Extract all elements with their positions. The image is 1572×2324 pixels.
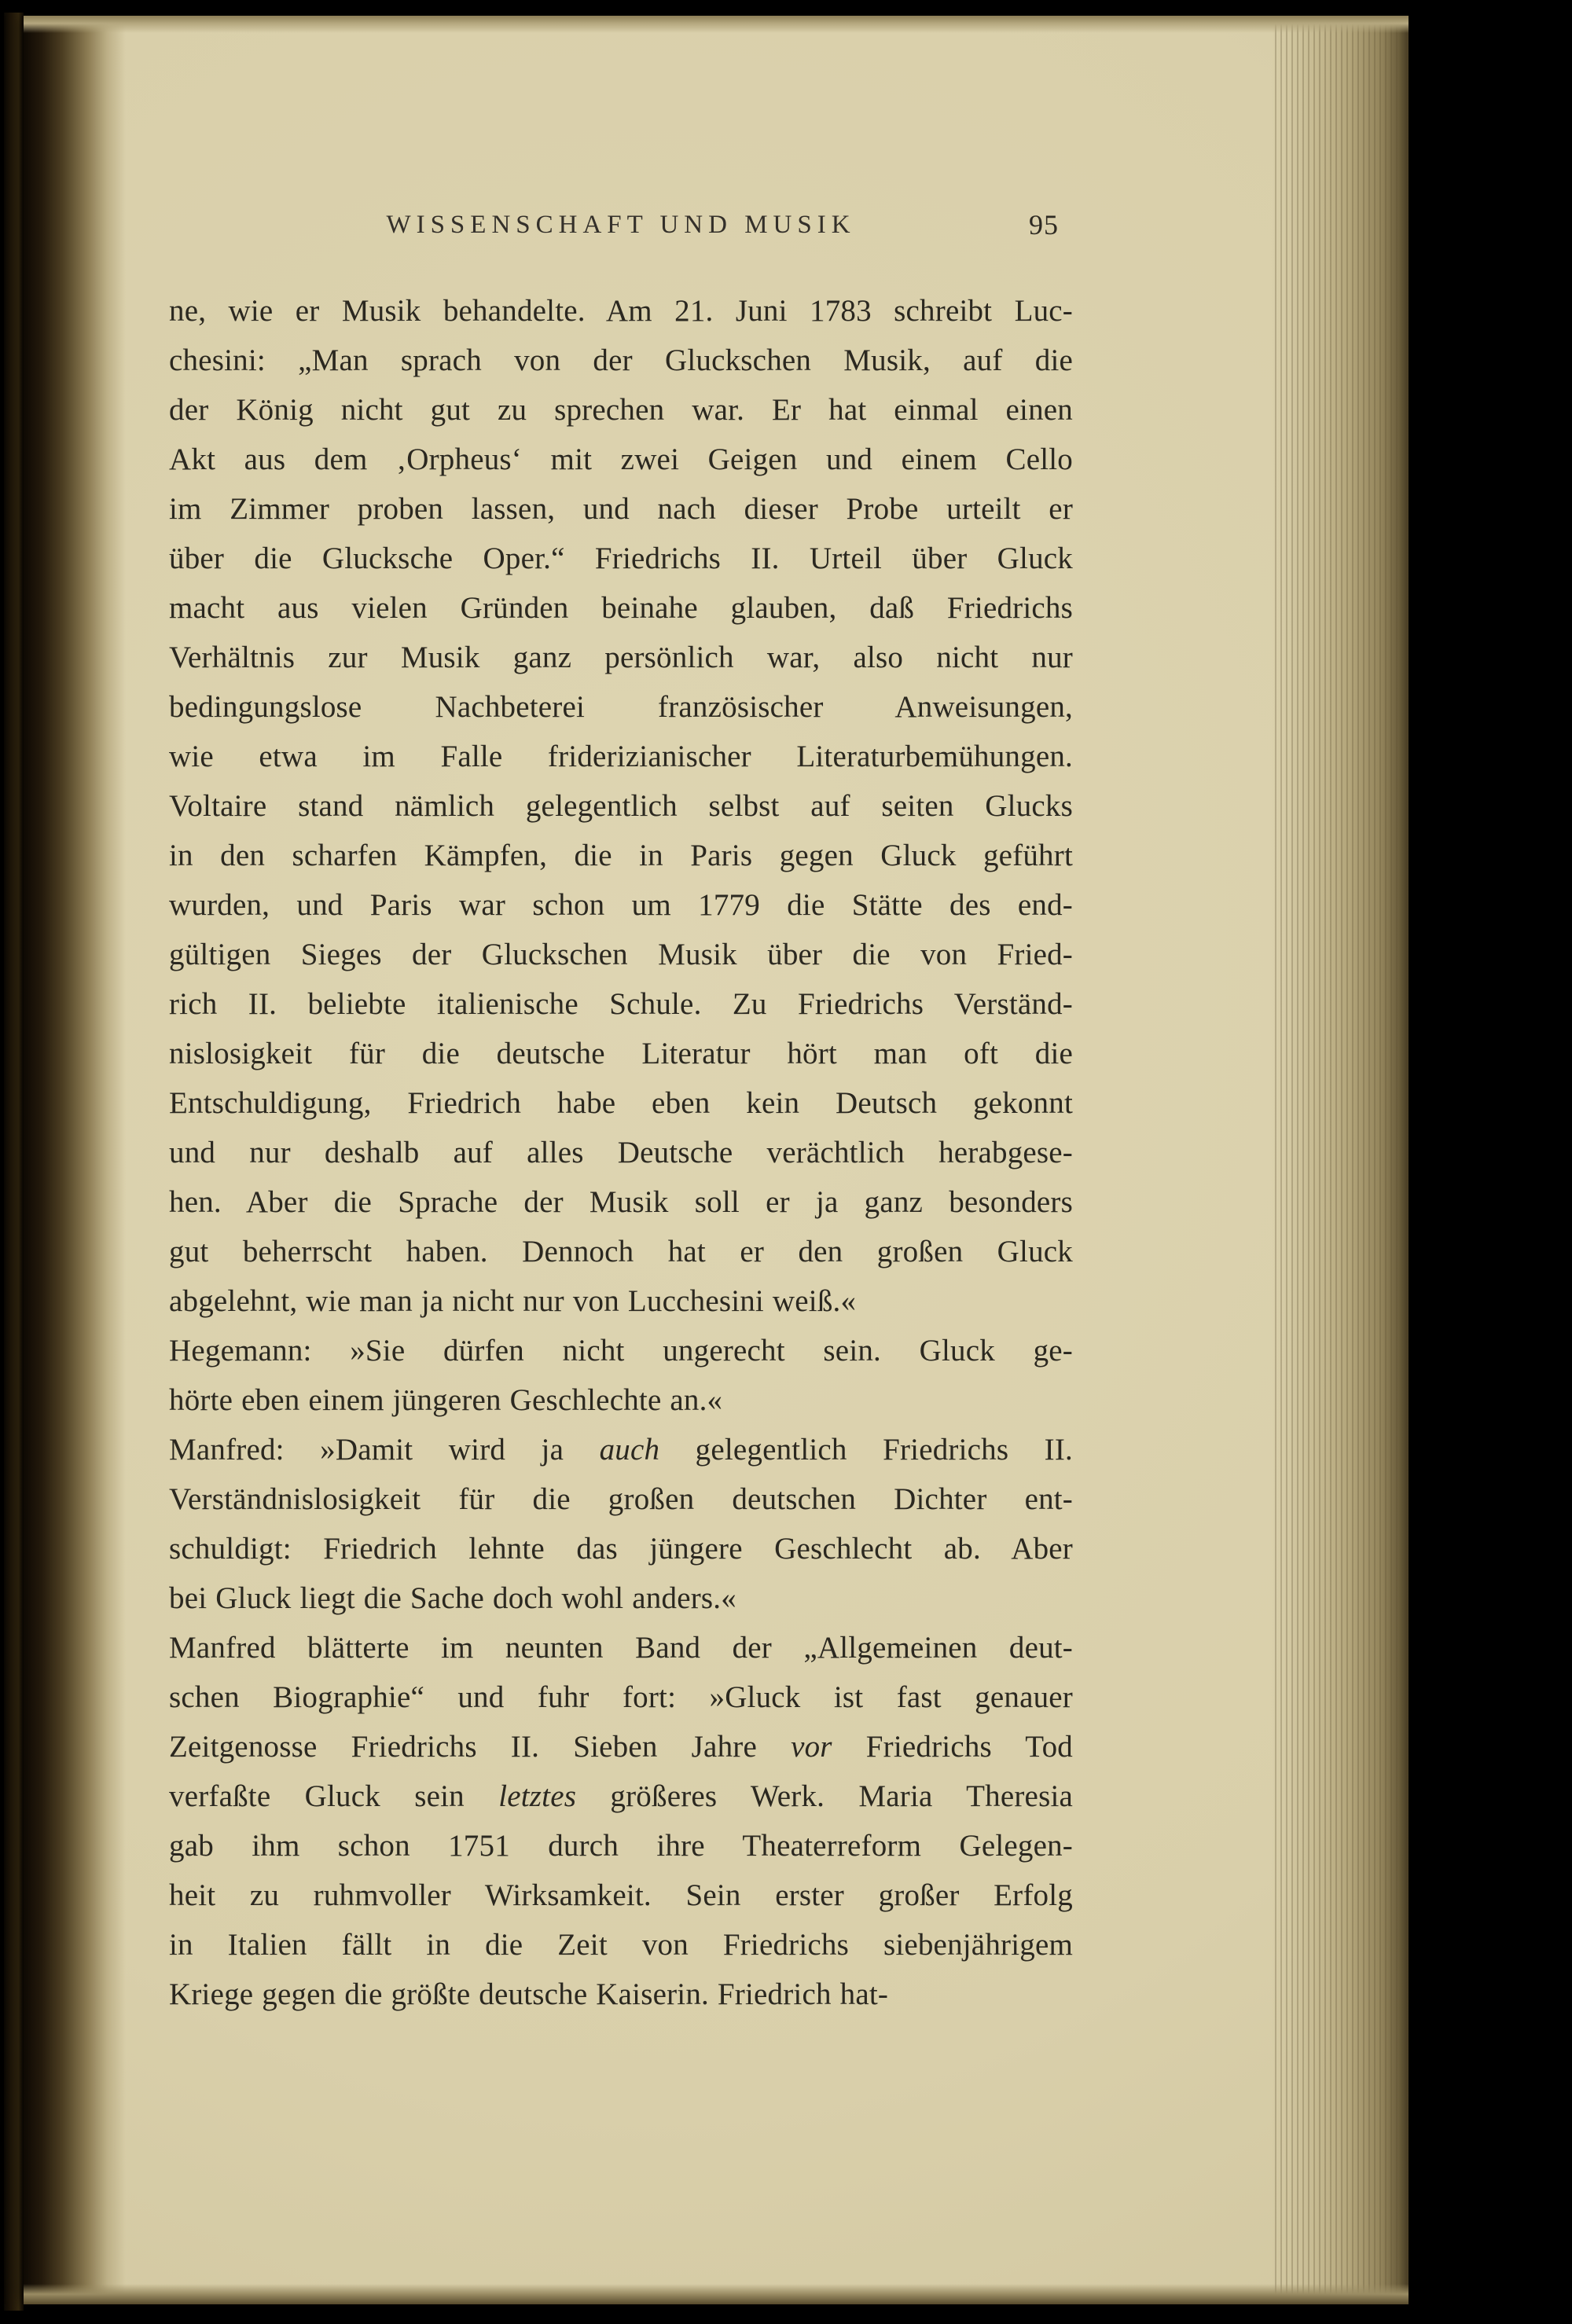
chapter-title: WISSENSCHAFT UND MUSIK [386, 211, 856, 239]
text-line: macht aus vielen Gründen beinahe glauben, daß Friedrichs [169, 591, 1073, 625]
text-line: chesini: „Man sprach von der Gluckschen Musik, auf die [169, 343, 1073, 377]
text-line: Hegemann: »Sie dürfen nicht ungerecht sein. Gluck ge- [169, 1334, 1073, 1368]
text-line: abgelehnt, wie man ja nicht nur von Lucchesini weiß.« [169, 1284, 857, 1318]
text-line: Akt aus dem ‚Orpheus‘ mit zwei Geigen und einem Cello [169, 442, 1073, 476]
text-line: der König nicht gut zu sprechen war. Er hat einmal einen [169, 393, 1073, 427]
text-line: Kriege gegen die größte deutsche Kaiserin. Friedrich hat- [169, 1977, 889, 2011]
text-line: nislosigkeit für die deutsche Literatur hört man oft die [169, 1037, 1073, 1070]
text-line: gültigen Sieges der Gluckschen Musik über die von Fried- [169, 938, 1073, 971]
page-stack-edges [1271, 16, 1409, 2304]
text-line: bedingungslose Nachbeterei französischer Anweisungen, [169, 690, 1073, 724]
text-block [169, 286, 1073, 2019]
text-line: wurden, und Paris war schon um 1779 die Stätte des end- [169, 888, 1073, 922]
text-line: Verhältnis zur Musik ganz persönlich war, also nicht nur [169, 641, 1073, 674]
page-block-bottom-edge [24, 2284, 1409, 2304]
binding-gutter-shadow [24, 16, 126, 2304]
text-line: schen Biographie“ und fuhr fort: »Gluck ist fast genauer [169, 1680, 1073, 1714]
text-line: Voltaire stand nämlich gelegentlich selbst auf seiten Glucks [169, 789, 1073, 823]
text-line: Zeitgenosse Friedrichs II. Sieben Jahre vor Friedrichs Tod [169, 1730, 1073, 1764]
text-line: in Italien fällt in die Zeit von Friedrichs siebenjährigem [169, 1928, 1073, 1962]
text-line: verfaßte Gluck sein letztes größeres Werk. Maria Theresia [169, 1779, 1073, 1813]
text-line: und nur deshalb auf alles Deutsche verächtlich herabgese- [169, 1136, 1073, 1169]
text-line: Manfred blätterte im neunten Band der „Allgemeinen deut- [169, 1631, 1073, 1665]
printed-area [169, 204, 1073, 2019]
text-line: heit zu ruhmvoller Wirksamkeit. Sein erster großer Erfolg [169, 1878, 1073, 1912]
text-line: gab ihm schon 1751 durch ihre Theaterreform Gelegen- [169, 1829, 1073, 1863]
text-line: Entschuldigung, Friedrich habe eben kein Deutsch gekonnt [169, 1086, 1073, 1120]
text-line: schuldigt: Friedrich lehnte das jüngere Geschlecht ab. Aber [169, 1532, 1073, 1566]
book-page [24, 16, 1409, 2304]
text-line: ne, wie er Musik behandelte. Am 21. Juni 1783 schreibt Luc- [169, 294, 1073, 328]
text-line: gut beherrscht haben. Dennoch hat er den großen Gluck [169, 1235, 1073, 1268]
running-header [169, 204, 1073, 245]
text-line: über die Glucksche Oper.“ Friedrichs II. Urteil über Gluck [169, 542, 1073, 575]
text-line: hen. Aber die Sprache der Musik soll er ja ganz besonders [169, 1185, 1073, 1219]
text-line: in den scharfen Kämpfen, die in Paris gegen Gluck geführt [169, 839, 1073, 872]
text-line: im Zimmer proben lassen, und nach dieser Probe urteilt er [169, 492, 1073, 526]
page-number: 95 [1029, 209, 1059, 240]
text-line: rich II. beliebte italienische Schule. Zu Friedrichs Verständ- [169, 987, 1073, 1021]
text-line: wie etwa im Falle friderizianischer Literaturbemühungen. [169, 740, 1073, 773]
underlying-page-edge [4, 13, 24, 2311]
text-line: hörte eben einem jüngeren Geschlechte an.« [169, 1383, 723, 1417]
text-line: Manfred: »Damit wird ja auch gelegentlich Friedrichs II. [169, 1433, 1073, 1467]
page-block-top-edge [24, 16, 1409, 33]
text-line: bei Gluck liegt die Sache doch wohl anders.« [169, 1581, 736, 1615]
text-line: Verständnislosigkeit für die großen deutschen Dichter ent- [169, 1482, 1073, 1516]
